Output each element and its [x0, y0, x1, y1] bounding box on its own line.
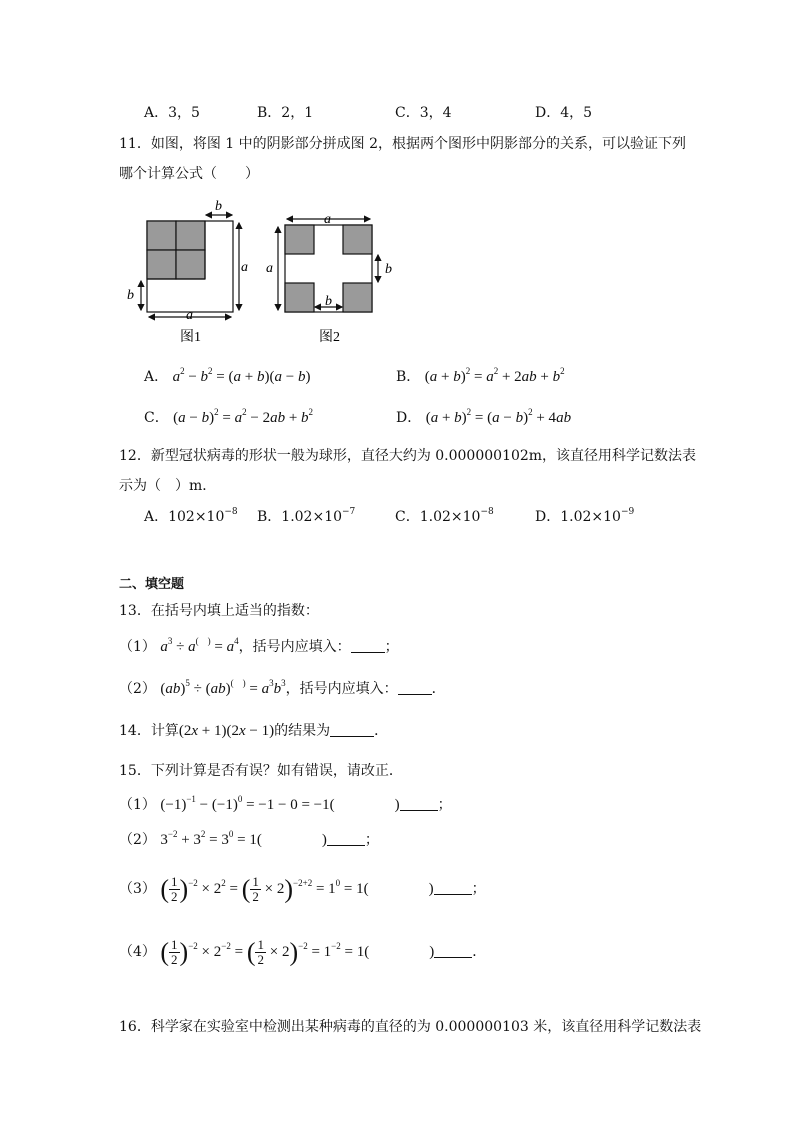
- q11-option-b-formula: $(a + b)^2 = a^2 + 2ab + b^2$: [424, 366, 565, 385]
- q10-option-a: A．3，5: [144, 105, 200, 121]
- q12-option-c: [395, 507, 494, 527]
- q11-option-a: [144, 367, 310, 387]
- q11-option-c-formula: $(a - b)^2 = a^2 - 2ab + b^2$: [173, 407, 314, 426]
- q11-text-line1: 11．如图，将图 1 中的阴影部分拼成图 2，根据两个图形中阴影部分的关系，可以验证下列: [119, 136, 686, 152]
- fig1-label-b-top: b: [215, 199, 222, 214]
- q13-part2-tail: ，括号内应填入：: [285, 681, 398, 697]
- q13-part1-blank[interactable]: [351, 638, 385, 653]
- q13-part2-blank[interactable]: [398, 680, 432, 695]
- q14-pre: 14．计算: [119, 723, 179, 739]
- q13-part2: [119, 679, 446, 699]
- q14-blank[interactable]: [330, 722, 374, 737]
- fig2-caption: 图2: [319, 330, 340, 345]
- q11-option-a-formula: $a^2 - b^2 = (a + b)(a - b)$: [172, 366, 311, 385]
- q15-part1: [119, 795, 452, 815]
- q13-part1-number: （1）: [119, 639, 156, 655]
- q13-part1-tail: ，括号内应填入：: [238, 639, 351, 655]
- q15-part1-formula: $(-1)^{-1} - (-1)^0 = -1 - 0 = -1$( ): [160, 794, 400, 813]
- q12-option-d-text: D．1.02×10: [535, 509, 621, 525]
- q11-figures: [120, 195, 420, 350]
- section-heading: 二、填空题: [119, 577, 185, 592]
- q11-option-c-label: C．: [144, 410, 169, 426]
- q15-part2-blank[interactable]: [327, 831, 365, 846]
- q11-option-d: [396, 408, 571, 428]
- q15-part3-blank[interactable]: [434, 880, 472, 895]
- q12-option-b-exp: −7: [342, 507, 356, 517]
- fig2-label-a-left: a: [266, 261, 273, 276]
- q15-part2-number: （2）: [119, 832, 156, 848]
- q14-post: 的结果为: [274, 723, 331, 739]
- q16-text-line1: 16．科学家在实验室中检测出某种病毒的直径的为 0.000000103 米，该直径用科学记数法表: [119, 1019, 702, 1035]
- q15-part3: [119, 875, 486, 904]
- q12-option-a-exp: −8: [224, 507, 238, 517]
- q14-end: ．: [374, 723, 389, 739]
- figure-1: [141, 215, 239, 317]
- fig2-label-a-top: a: [324, 212, 331, 227]
- q11-option-c: [144, 408, 313, 428]
- q10-option-c: C．3，4: [395, 105, 452, 121]
- q12-text-line1: 12．新型冠状病毒的形状一般为球形，直径大约为 0.000000102m，该直径用科学记数法表: [119, 448, 697, 464]
- q15-part4-end: ．: [472, 943, 487, 960]
- q15-title: 15．下列计算是否有误？如有错误，请改正．: [119, 763, 403, 779]
- q12-option-c-exp: −8: [480, 507, 494, 517]
- q12-option-d: [535, 507, 634, 527]
- q15-part2-end: ；: [364, 832, 379, 848]
- q15-part1-number: （1）: [119, 797, 156, 813]
- q13-part2-formula: $(ab)^5 \div (ab)^{( )} = a^3b^3$: [160, 678, 286, 697]
- q15-part3-formula: ( $\frac{1}{2}$ )$^{-2} \times 2^2$ = ( $\frac{1}{2}$ × $2)^{-2+2} = 1^0 = 1$( ): [160, 874, 434, 904]
- q11-option-a-label: A．: [144, 369, 169, 385]
- q12-option-d-exp: −9: [620, 507, 635, 517]
- q15-part3-number: （3）: [119, 880, 156, 897]
- q12-text-line2: 示为（ ）m．: [119, 478, 217, 494]
- q15-part3-end: ；: [471, 880, 486, 897]
- q12-option-b-text: B．1.02×10: [257, 509, 343, 525]
- q11-option-d-formula: $(a + b)^2 = (a - b)^2 + 4ab$: [425, 407, 572, 426]
- q15-part4-blank[interactable]: [434, 943, 472, 958]
- q14: [119, 721, 388, 741]
- q15-part2: [119, 830, 379, 850]
- q13-title: 13．在括号内填上适当的指数：: [119, 603, 319, 619]
- fig1-label-a-right: a: [241, 260, 248, 275]
- q15-part2-formula: $3^{-2} + 3^2 = 3^0 = 1$( ): [160, 829, 327, 848]
- q13-part1-end: ；: [384, 639, 399, 655]
- q11-option-b: [396, 367, 565, 387]
- q13-part1: [119, 637, 399, 657]
- q11-option-d-label: D．: [396, 410, 422, 426]
- q15-part1-end: ；: [437, 797, 452, 813]
- fig2-label-b-bottom: b: [325, 294, 332, 309]
- q12-option-b: [257, 507, 355, 527]
- q15-part4-formula: ( $\frac{1}{2}$ )$^{-2} \times 2^{-2}$ = ( $\frac{1}{2}$ × $2)^{-2} = 1^{-2} = 1$( ): [160, 937, 435, 967]
- q13-part1-formula: $a^3 \div a^{( )} = a^4$: [160, 636, 239, 655]
- q15-part4-number: （4）: [119, 943, 156, 960]
- q12-option-a: [144, 507, 238, 527]
- q11-option-b-label: B．: [396, 369, 421, 385]
- fig1-label-a-bottom: a: [186, 308, 193, 323]
- q13-part2-number: （2）: [119, 681, 156, 697]
- q10-option-b: B．2，1: [257, 105, 314, 121]
- q15-part4: [119, 938, 486, 967]
- q14-formula: (2x + 1)(2x − 1): [178, 723, 275, 739]
- q11-text-line2: 哪个计算公式（ ）: [119, 166, 259, 182]
- fig2-label-b-right: b: [385, 262, 392, 277]
- q13-part2-end: ．: [431, 681, 446, 697]
- q10-option-d: D．4，5: [535, 105, 593, 121]
- fig1-label-b-left: b: [127, 288, 134, 303]
- q15-part1-blank[interactable]: [400, 796, 438, 811]
- q12-option-a-text: A．102×10: [144, 509, 225, 525]
- q12-option-c-text: C．1.02×10: [395, 509, 481, 525]
- fig1-caption: 图1: [180, 330, 201, 345]
